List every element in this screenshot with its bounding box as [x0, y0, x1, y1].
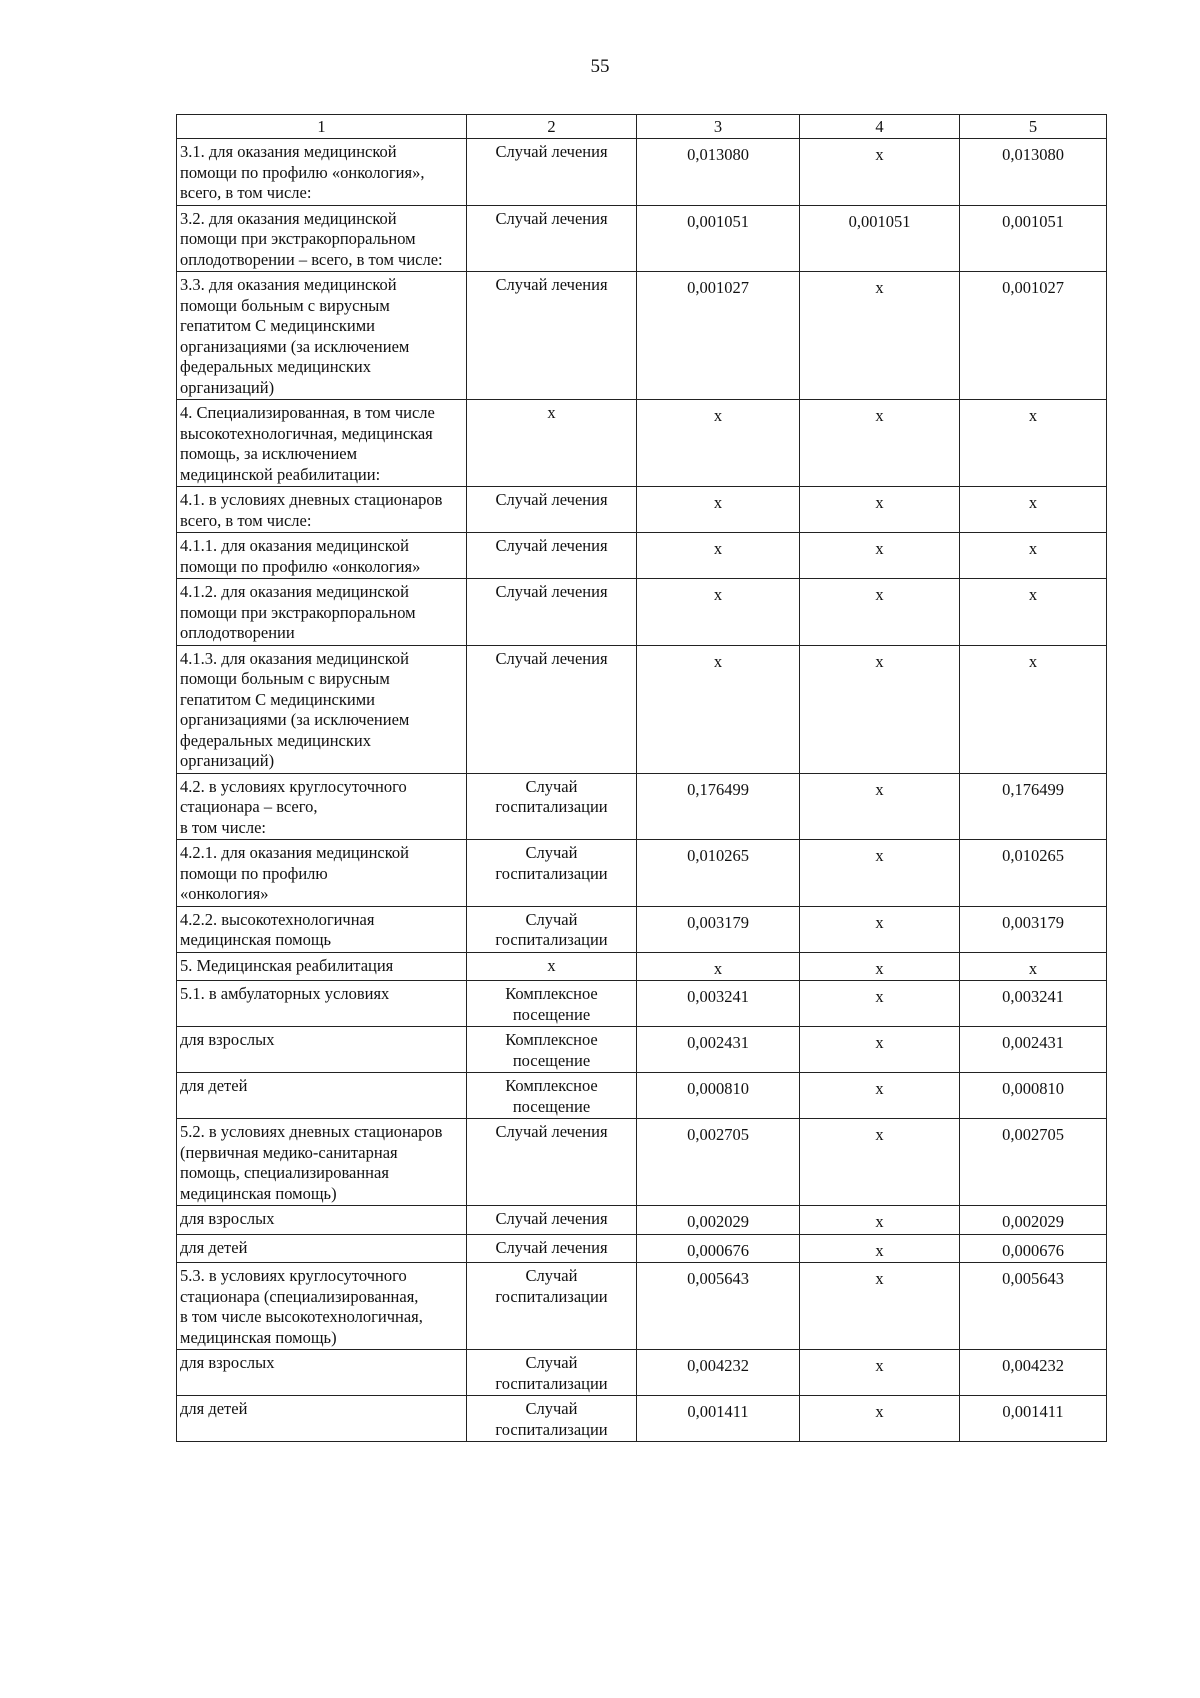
value-cell-4: х — [800, 773, 960, 840]
cell-line: 3.1. для оказания медицинской — [180, 142, 397, 161]
cell-line: помощи больным с вирусным — [180, 669, 390, 688]
cell-line: всего, в том числе: — [180, 183, 312, 202]
cell-line: «онкология» — [180, 884, 269, 903]
cell-line: для взрослых — [180, 1030, 275, 1049]
indicator-cell — [177, 906, 467, 952]
value-cell-4: 0,001051 — [800, 205, 960, 272]
cell-line: стационара (специализированная, — [180, 1286, 419, 1306]
value-cell-5: 0,001411 — [960, 1396, 1107, 1442]
value-cell-3: 0,001411 — [637, 1396, 800, 1442]
cell-line: госпитализации — [495, 930, 608, 949]
cell-line: Комплексное — [505, 1076, 598, 1095]
header-cell-4: 4 — [800, 115, 960, 139]
value-cell-3: 0,000676 — [637, 1234, 800, 1263]
cell-line: для детей — [180, 1399, 248, 1418]
unit-cell — [467, 840, 637, 907]
cell-line: Случай — [525, 1399, 578, 1418]
cell-line: Случай — [525, 776, 578, 796]
unit-cell — [467, 1073, 637, 1119]
table-row — [177, 400, 1107, 487]
indicator-cell — [177, 579, 467, 646]
cell-line: высокотехнологичная, медицинская — [180, 423, 433, 443]
indicator-cell — [177, 1350, 467, 1396]
cell-line: (первичная медико-санитарная — [180, 1142, 398, 1162]
value-cell-5: 0,001027 — [960, 272, 1107, 400]
table-row — [177, 773, 1107, 840]
value-cell-3: 0,013080 — [637, 139, 800, 206]
header-row — [177, 115, 1107, 139]
cell-line: организаций) — [180, 377, 275, 397]
cell-line: госпитализации — [495, 863, 608, 883]
table-row — [177, 205, 1107, 272]
unit-cell — [467, 952, 637, 981]
table-row — [177, 1073, 1107, 1119]
value-cell-5: х — [960, 645, 1107, 773]
cell-line: стационара – всего, — [180, 797, 318, 816]
value-cell-4: х — [800, 952, 960, 981]
indicator-cell — [177, 400, 467, 487]
cell-line: помощи при экстракорпоральном — [180, 229, 416, 248]
value-cell-5: х — [960, 952, 1107, 981]
value-cell-3: 0,010265 — [637, 840, 800, 907]
table-row — [177, 487, 1107, 533]
value-cell-4: х — [800, 645, 960, 773]
value-cell-3: х — [637, 487, 800, 533]
table-row — [177, 139, 1107, 206]
cell-line: госпитализации — [495, 1419, 608, 1439]
indicator-cell — [177, 773, 467, 840]
cell-line: для детей — [180, 1076, 248, 1095]
cell-line: 5.1. в амбулаторных условиях — [180, 984, 390, 1003]
table-row — [177, 906, 1107, 952]
cell-line: помощи больным с вирусным — [180, 295, 390, 315]
header-cell-1: 1 — [177, 115, 467, 139]
value-cell-5: х — [960, 579, 1107, 646]
cell-line: оплодотворении — [180, 623, 295, 642]
unit-cell — [467, 1206, 637, 1235]
value-cell-4: х — [800, 487, 960, 533]
table-body — [177, 115, 1107, 1442]
cell-line: Случай — [525, 1353, 578, 1372]
value-cell-4: х — [800, 139, 960, 206]
value-cell-4: х — [800, 1396, 960, 1442]
cell-line: Случай лечения — [495, 1209, 608, 1228]
cell-line: госпитализации — [495, 1286, 608, 1306]
unit-cell — [467, 487, 637, 533]
cell-line: 3.2. для оказания медицинской — [180, 208, 397, 228]
indicator-cell — [177, 1396, 467, 1442]
header-cell-5: 5 — [960, 115, 1107, 139]
table-row — [177, 272, 1107, 400]
value-cell-4: х — [800, 840, 960, 907]
indicator-cell — [177, 205, 467, 272]
cell-line: Случай — [525, 1266, 578, 1285]
value-cell-4: х — [800, 1027, 960, 1073]
value-cell-3: 0,003241 — [637, 981, 800, 1027]
table-row — [177, 1350, 1107, 1396]
cell-line: помощи по профилю — [180, 863, 328, 883]
cell-line: федеральных медицинских — [180, 357, 371, 376]
cell-line: медицинской реабилитации: — [180, 464, 381, 484]
cell-line: Случай лечения — [495, 1237, 608, 1257]
value-cell-5: 0,003179 — [960, 906, 1107, 952]
unit-cell — [467, 1234, 637, 1263]
unit-cell — [467, 1119, 637, 1206]
table-row — [177, 579, 1107, 646]
header-cell-3: 3 — [637, 115, 800, 139]
cell-line: для детей — [180, 1237, 248, 1257]
cell-line: в том числе: — [180, 817, 267, 837]
indicator-cell — [177, 1027, 467, 1073]
indicator-cell — [177, 1073, 467, 1119]
value-cell-5: 0,002431 — [960, 1027, 1107, 1073]
cell-line: оплодотворении – всего, в том числе: — [180, 249, 443, 269]
cell-line: 3.3. для оказания медицинской — [180, 275, 397, 294]
indicator-cell — [177, 272, 467, 400]
value-cell-5: 0,010265 — [960, 840, 1107, 907]
cell-line: медицинская помощь) — [180, 1183, 337, 1203]
unit-cell — [467, 579, 637, 646]
value-cell-3: 0,001051 — [637, 205, 800, 272]
value-cell-3: 0,002431 — [637, 1027, 800, 1073]
cell-line: госпитализации — [495, 1373, 608, 1393]
value-cell-4: х — [800, 1119, 960, 1206]
value-cell-3: х — [637, 952, 800, 981]
table-row — [177, 1206, 1107, 1235]
cell-line: посещение — [512, 1096, 591, 1116]
cell-line: Случай лечения — [495, 648, 608, 668]
value-cell-5: 0,000676 — [960, 1234, 1107, 1263]
indicator-cell — [177, 981, 467, 1027]
cell-line: 5.3. в условиях круглосуточного — [180, 1266, 407, 1285]
unit-cell — [467, 645, 637, 773]
table-row — [177, 840, 1107, 907]
cell-line: Комплексное — [505, 1030, 598, 1049]
unit-cell — [467, 205, 637, 272]
cell-line: медицинская помощь) — [180, 1327, 337, 1347]
unit-cell — [467, 400, 637, 487]
unit-cell — [467, 1263, 637, 1350]
cell-line: х — [547, 403, 556, 422]
unit-cell — [467, 1027, 637, 1073]
cell-line: 5. Медицинская реабилитация — [180, 955, 394, 975]
cell-line: 4.1.1. для оказания медицинской — [180, 536, 409, 555]
value-cell-5: х — [960, 400, 1107, 487]
cell-line: х — [547, 955, 556, 975]
unit-cell — [467, 981, 637, 1027]
value-cell-5: 0,002029 — [960, 1206, 1107, 1235]
cell-line: Случай лечения — [495, 275, 608, 294]
cell-line: 4. Специализированная, в том числе — [180, 403, 435, 422]
value-cell-3: х — [637, 579, 800, 646]
unit-cell — [467, 1350, 637, 1396]
cell-line: посещение — [512, 1050, 591, 1070]
table-row — [177, 1027, 1107, 1073]
value-cell-5: 0,002705 — [960, 1119, 1107, 1206]
cell-line: помощи при экстракорпоральном — [180, 602, 416, 622]
value-cell-5: х — [960, 533, 1107, 579]
value-cell-4: х — [800, 533, 960, 579]
value-cell-4: х — [800, 906, 960, 952]
cell-line: 4.1.2. для оказания медицинской — [180, 582, 409, 601]
cell-line: организациями (за исключением — [180, 710, 410, 729]
cell-line: 4.1.3. для оказания медицинской — [180, 648, 409, 668]
value-cell-3: 0,002029 — [637, 1206, 800, 1235]
data-table — [176, 114, 1107, 1442]
value-cell-5: 0,005643 — [960, 1263, 1107, 1350]
value-cell-4: х — [800, 579, 960, 646]
value-cell-5: 0,003241 — [960, 981, 1107, 1027]
cell-line: для взрослых — [180, 1353, 275, 1372]
cell-line: 4.2.2. высокотехнологичная — [180, 909, 375, 929]
table-row — [177, 1396, 1107, 1442]
cell-line: помощь, специализированная — [180, 1163, 389, 1182]
cell-line: организациями (за исключением — [180, 336, 410, 356]
cell-line: помощи по профилю «онкология» — [180, 556, 421, 576]
value-cell-5: 0,000810 — [960, 1073, 1107, 1119]
table-row — [177, 1234, 1107, 1263]
value-cell-3: 0,001027 — [637, 272, 800, 400]
indicator-cell — [177, 1119, 467, 1206]
value-cell-3: 0,176499 — [637, 773, 800, 840]
value-cell-4: х — [800, 1263, 960, 1350]
unit-cell — [467, 773, 637, 840]
value-cell-3: х — [637, 533, 800, 579]
value-cell-4: х — [800, 1206, 960, 1235]
value-cell-5: х — [960, 487, 1107, 533]
value-cell-4: х — [800, 1350, 960, 1396]
cell-line: Случай лечения — [495, 1122, 608, 1141]
unit-cell — [467, 1396, 637, 1442]
table-row — [177, 645, 1107, 773]
indicator-cell — [177, 487, 467, 533]
cell-line: всего, в том числе: — [180, 510, 312, 530]
indicator-cell — [177, 1234, 467, 1263]
table-row — [177, 533, 1107, 579]
indicator-cell — [177, 952, 467, 981]
value-cell-3: 0,004232 — [637, 1350, 800, 1396]
value-cell-5: 0,176499 — [960, 773, 1107, 840]
table-row — [177, 1263, 1107, 1350]
unit-cell — [467, 533, 637, 579]
table-row — [177, 981, 1107, 1027]
indicator-cell — [177, 533, 467, 579]
cell-line: 4.2.1. для оказания медицинской — [180, 843, 409, 862]
value-cell-3: х — [637, 400, 800, 487]
cell-line: медицинская помощь — [180, 930, 332, 949]
value-cell-3: х — [637, 645, 800, 773]
unit-cell — [467, 906, 637, 952]
cell-line: Случай лечения — [495, 582, 608, 601]
cell-line: Случай лечения — [495, 142, 608, 161]
value-cell-5: 0,004232 — [960, 1350, 1107, 1396]
value-cell-4: х — [800, 981, 960, 1027]
cell-line: Комплексное — [505, 984, 598, 1003]
value-cell-4: х — [800, 1234, 960, 1263]
cell-line: Случай — [525, 909, 578, 929]
value-cell-3: 0,003179 — [637, 906, 800, 952]
cell-line: организаций) — [180, 751, 275, 770]
indicator-cell — [177, 1263, 467, 1350]
value-cell-5: 0,001051 — [960, 205, 1107, 272]
indicator-cell — [177, 139, 467, 206]
cell-line: Случай лечения — [495, 536, 608, 555]
cell-line: посещение — [512, 1004, 591, 1024]
cell-line: 4.1. в условиях дневных стационаров — [180, 490, 443, 509]
cell-line: в том числе высокотехнологичная, — [180, 1307, 423, 1326]
cell-line: Случай лечения — [495, 490, 608, 509]
unit-cell — [467, 139, 637, 206]
indicator-cell — [177, 1206, 467, 1235]
cell-line: гепатитом С медицинскими — [180, 689, 375, 709]
cell-line: госпитализации — [495, 797, 608, 816]
value-cell-3: 0,005643 — [637, 1263, 800, 1350]
value-cell-5: 0,013080 — [960, 139, 1107, 206]
cell-line: помощь, за исключением — [180, 444, 358, 463]
value-cell-4: х — [800, 1073, 960, 1119]
header-cell-2: 2 — [467, 115, 637, 139]
table-row — [177, 952, 1107, 981]
indicator-cell — [177, 645, 467, 773]
cell-line: 5.2. в условиях дневных стационаров — [180, 1122, 443, 1141]
unit-cell — [467, 272, 637, 400]
value-cell-3: 0,000810 — [637, 1073, 800, 1119]
value-cell-3: 0,002705 — [637, 1119, 800, 1206]
cell-line: федеральных медицинских — [180, 730, 371, 750]
value-cell-4: х — [800, 272, 960, 400]
cell-line: гепатитом С медицинскими — [180, 316, 375, 335]
page-number: 55 — [590, 56, 610, 77]
indicator-cell — [177, 840, 467, 907]
cell-line: для взрослых — [180, 1209, 275, 1228]
value-cell-4: х — [800, 400, 960, 487]
table-row — [177, 1119, 1107, 1206]
cell-line: Случай — [525, 843, 578, 862]
cell-line: помощи по профилю «онкология», — [180, 162, 425, 182]
cell-line: 4.2. в условиях круглосуточного — [180, 776, 407, 796]
cell-line: Случай лечения — [495, 208, 608, 228]
